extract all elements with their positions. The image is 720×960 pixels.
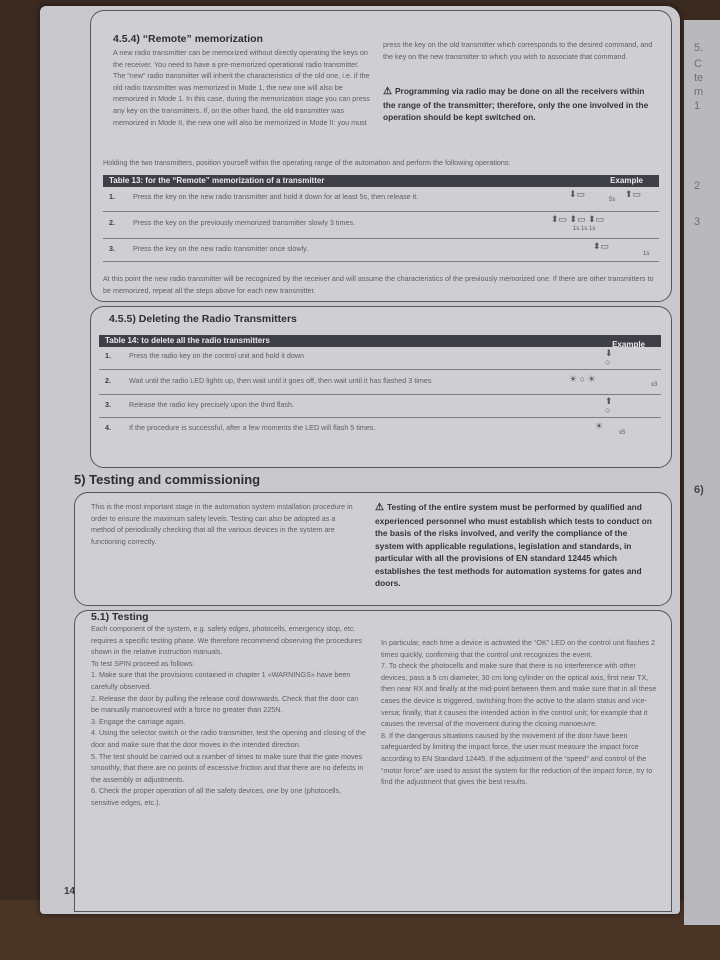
press-once-icon: ⬍▭ xyxy=(593,241,610,251)
example-value: x3 xyxy=(651,382,658,388)
release-key-icon: ⬆▭ xyxy=(625,189,642,199)
section-heading: 4.5.5) Deleting the Radio Transmitters xyxy=(109,313,297,325)
row-number: 4. xyxy=(105,423,111,432)
row-text: Wait until the radio LED lights up, then wait until it goes off, then wait until it has flashed 3 times xyxy=(129,376,432,385)
manual-page xyxy=(40,6,680,914)
table-row xyxy=(103,239,659,262)
table-title: Table 14: to delete all the radio transmitters xyxy=(105,336,270,345)
next-page-fragment: C xyxy=(694,58,702,70)
table-row xyxy=(99,370,661,395)
next-page-fragment: 5. xyxy=(694,42,704,54)
next-page-fragment: te xyxy=(694,72,704,84)
release-radio-key-icon: ⬆ ○ xyxy=(605,396,613,415)
next-page-fragment: 3 xyxy=(694,216,701,228)
next-page-fragment: 2 xyxy=(694,180,701,192)
left-column xyxy=(91,623,367,809)
press-key-icon: ⬇▭ xyxy=(569,189,586,199)
list-item: 3. Engage the carriage again. xyxy=(91,716,186,726)
left-paragraph: A new radio transmitter can be memorized without directly operating the keys on the receiver. You need to have a pre-memorized operational radio transmitter. The “new” radio transmitter will inherit the characteristics of the old one, i.e. if the old radio transmitter was memorized in Mode 1, the new one will also be memorized in Mode 1. In this case, during the memorization stage you can press any key on the transmitters. If, on the other hand, the old transmitter was memorized in Mode II, the new one will also be memorized in Mode II: you must xyxy=(113,48,370,127)
row-number: 2. xyxy=(109,218,115,227)
press-3-times-icon: ⬍▭ ⬍▭ ⬍▭ xyxy=(551,214,605,224)
table-header xyxy=(103,175,659,187)
list-item: 5. The test should be carried out a number of times to make sure that the gate moves smoothly, that there are no points of excessive friction and that there are no defects in the assembly or adjustments. xyxy=(91,751,364,784)
example-value: 1s 1s 1s xyxy=(573,226,596,232)
example-value: 5s xyxy=(609,197,616,203)
list-item: 8. If the dangerous situations caused by the movement of the door have been safeguarded by limiting the impact force, the user must measure the impact force according to EN Standard 12445. If the adjustment of the “speed” and control of the “motor force” are used to assist the system for the reduction of the impact force, try to find the adjustment that gives the best results. xyxy=(381,730,653,787)
list-item: 7. To check the photocells and make sure that there is no interference with other devices, pass a 5 cm diameter, 30 cm long cylinder on the optical axis, first near TX, then near RX and finally at the mid-point between them and make sure that in all these cases the device is triggered, switching from the active to the alarm status and vice-versa; finally, that it causes the intended action in the control unit; for example that it causes the reversal of the movement during the closing manoeuvre. xyxy=(381,661,657,729)
testing-commissioning-box xyxy=(74,492,672,606)
delete-transmitters-box xyxy=(90,306,672,468)
table-row xyxy=(99,418,661,442)
warning-icon: ⚠ xyxy=(375,502,384,513)
right-column xyxy=(381,637,659,788)
intro-text: Holding the two transmitters, position yourself within the operating range of the automation and perform the following operations: xyxy=(103,158,511,167)
next-page-edge xyxy=(684,20,720,925)
table-header xyxy=(99,335,661,347)
row-text: If the procedure is successful, after a few moments the LED will flash 5 times. xyxy=(129,423,376,432)
section-heading: 4.5.4) “Remote” memorization xyxy=(113,33,263,45)
proceed-text: To test SPIN proceed as follows: xyxy=(91,658,195,668)
row-number: 3. xyxy=(105,400,111,409)
example-label: Example xyxy=(610,176,643,185)
page-number: 14 xyxy=(64,886,76,897)
row-text: Press the radio key on the control unit and hold it down xyxy=(129,351,305,360)
footer-text: At this point the new radio transmitter will be recognized by the receiver and will assume the characteristics of the previously memorized one. If there are other transmitters to be memorized, repeat all the steps above for each new transmitter. xyxy=(103,274,654,295)
table-row xyxy=(103,187,659,212)
warning-text: Testing of the entire system must be performed by qualified and experienced personnel who must establish which tests to conduct on the basis of the risks involved, and verify the compliance of the system with applicable regulations, legislation and standards, in particular with all the provisions of EN standard 12445 which establishes the test methods for automation systems for gates and doors. xyxy=(375,502,652,588)
testing-box xyxy=(74,610,672,912)
warning-text: Programming via radio may be done on all the receivers within the range of the transmitter; therefore, only the one involved in the operation should be kept switched on. xyxy=(383,86,649,122)
press-radio-key-icon: ⬇ ○ xyxy=(605,348,613,367)
led-flash-icon: ☀ xyxy=(595,421,604,431)
example-value: 1s xyxy=(643,251,650,257)
remote-memorization-box xyxy=(90,10,672,302)
warning-note xyxy=(375,501,657,590)
row-text: Press the key on the new radio transmitter and hold it down for at least 5s, then release it. xyxy=(133,192,419,201)
row-number: 1. xyxy=(105,351,111,360)
row-text: Press the key on the new radio transmitter once slowly. xyxy=(133,244,309,253)
row-text: Release the radio key precisely upon the third flash. xyxy=(129,400,295,409)
example-value: x5 xyxy=(619,430,626,436)
row-number: 3. xyxy=(109,244,115,253)
section-heading: 5.1) Testing xyxy=(91,611,149,623)
next-page-fragment: m xyxy=(694,86,704,98)
list-item: 2. Release the door by pulling the release cord downwards. Check that the door can be manually manoeuvred with a force no greater than 225N. xyxy=(91,693,359,715)
led-flash-icon: ☀ ○ ☀ xyxy=(569,374,596,384)
intro-text: Each component of the system, e.g. safety edges, photocells, emergency stop, etc. requires a specific testing phase. We therefore recommend observing the procedures shown in the relative instruction manuals. xyxy=(91,624,363,657)
table-13 xyxy=(103,175,659,262)
row-number: 2. xyxy=(105,376,111,385)
list-item: 1. Make sure that the provisions contained in chapter 1 «WARNINGS» have been carefully observed. xyxy=(91,670,351,691)
row-number: 1. xyxy=(109,192,115,201)
table-title: Table 13: for the “Remote” memorization of a transmitter xyxy=(109,176,325,185)
right-paragraph: press the key on the old transmitter which corresponds to the desired command, and the key on the new transmitter to which you wish to associate that command. xyxy=(383,40,653,61)
left-paragraph: This is the most important stage in the automation system installation procedure in order to ensure the maximum safety levels. Testing can also be adopted as a method of periodically checking that all the various devices in the system are functioning correctly. xyxy=(91,502,353,546)
section-heading: 5) Testing and commissioning xyxy=(74,472,261,487)
list-item: 6. Check the proper operation of all the safety devices, one by one (photocells, sensitive edges, etc.). xyxy=(91,786,342,807)
warning-note xyxy=(383,85,655,124)
next-page-fragment: 1 xyxy=(694,100,701,112)
table-14 xyxy=(99,335,661,442)
list-item: 4. Using the selector switch or the radio transmitter, test the opening and closing of the door and make sure that the door moves in the intended direction. xyxy=(91,728,366,749)
table-row xyxy=(103,212,659,239)
continuation-text: In particular, each time a device is activated the “OK” LED on the control unit flashes 2 times quickly, confirming that the control unit recognizes the event. xyxy=(381,638,656,659)
table-row xyxy=(99,347,661,370)
example-label: Example xyxy=(612,340,645,349)
next-page-fragment: 6) xyxy=(694,484,704,496)
row-text: Press the key on the previously memorized transmitter slowly 3 times. xyxy=(133,218,356,227)
table-row xyxy=(99,395,661,418)
warning-icon: ⚠ xyxy=(383,86,392,97)
